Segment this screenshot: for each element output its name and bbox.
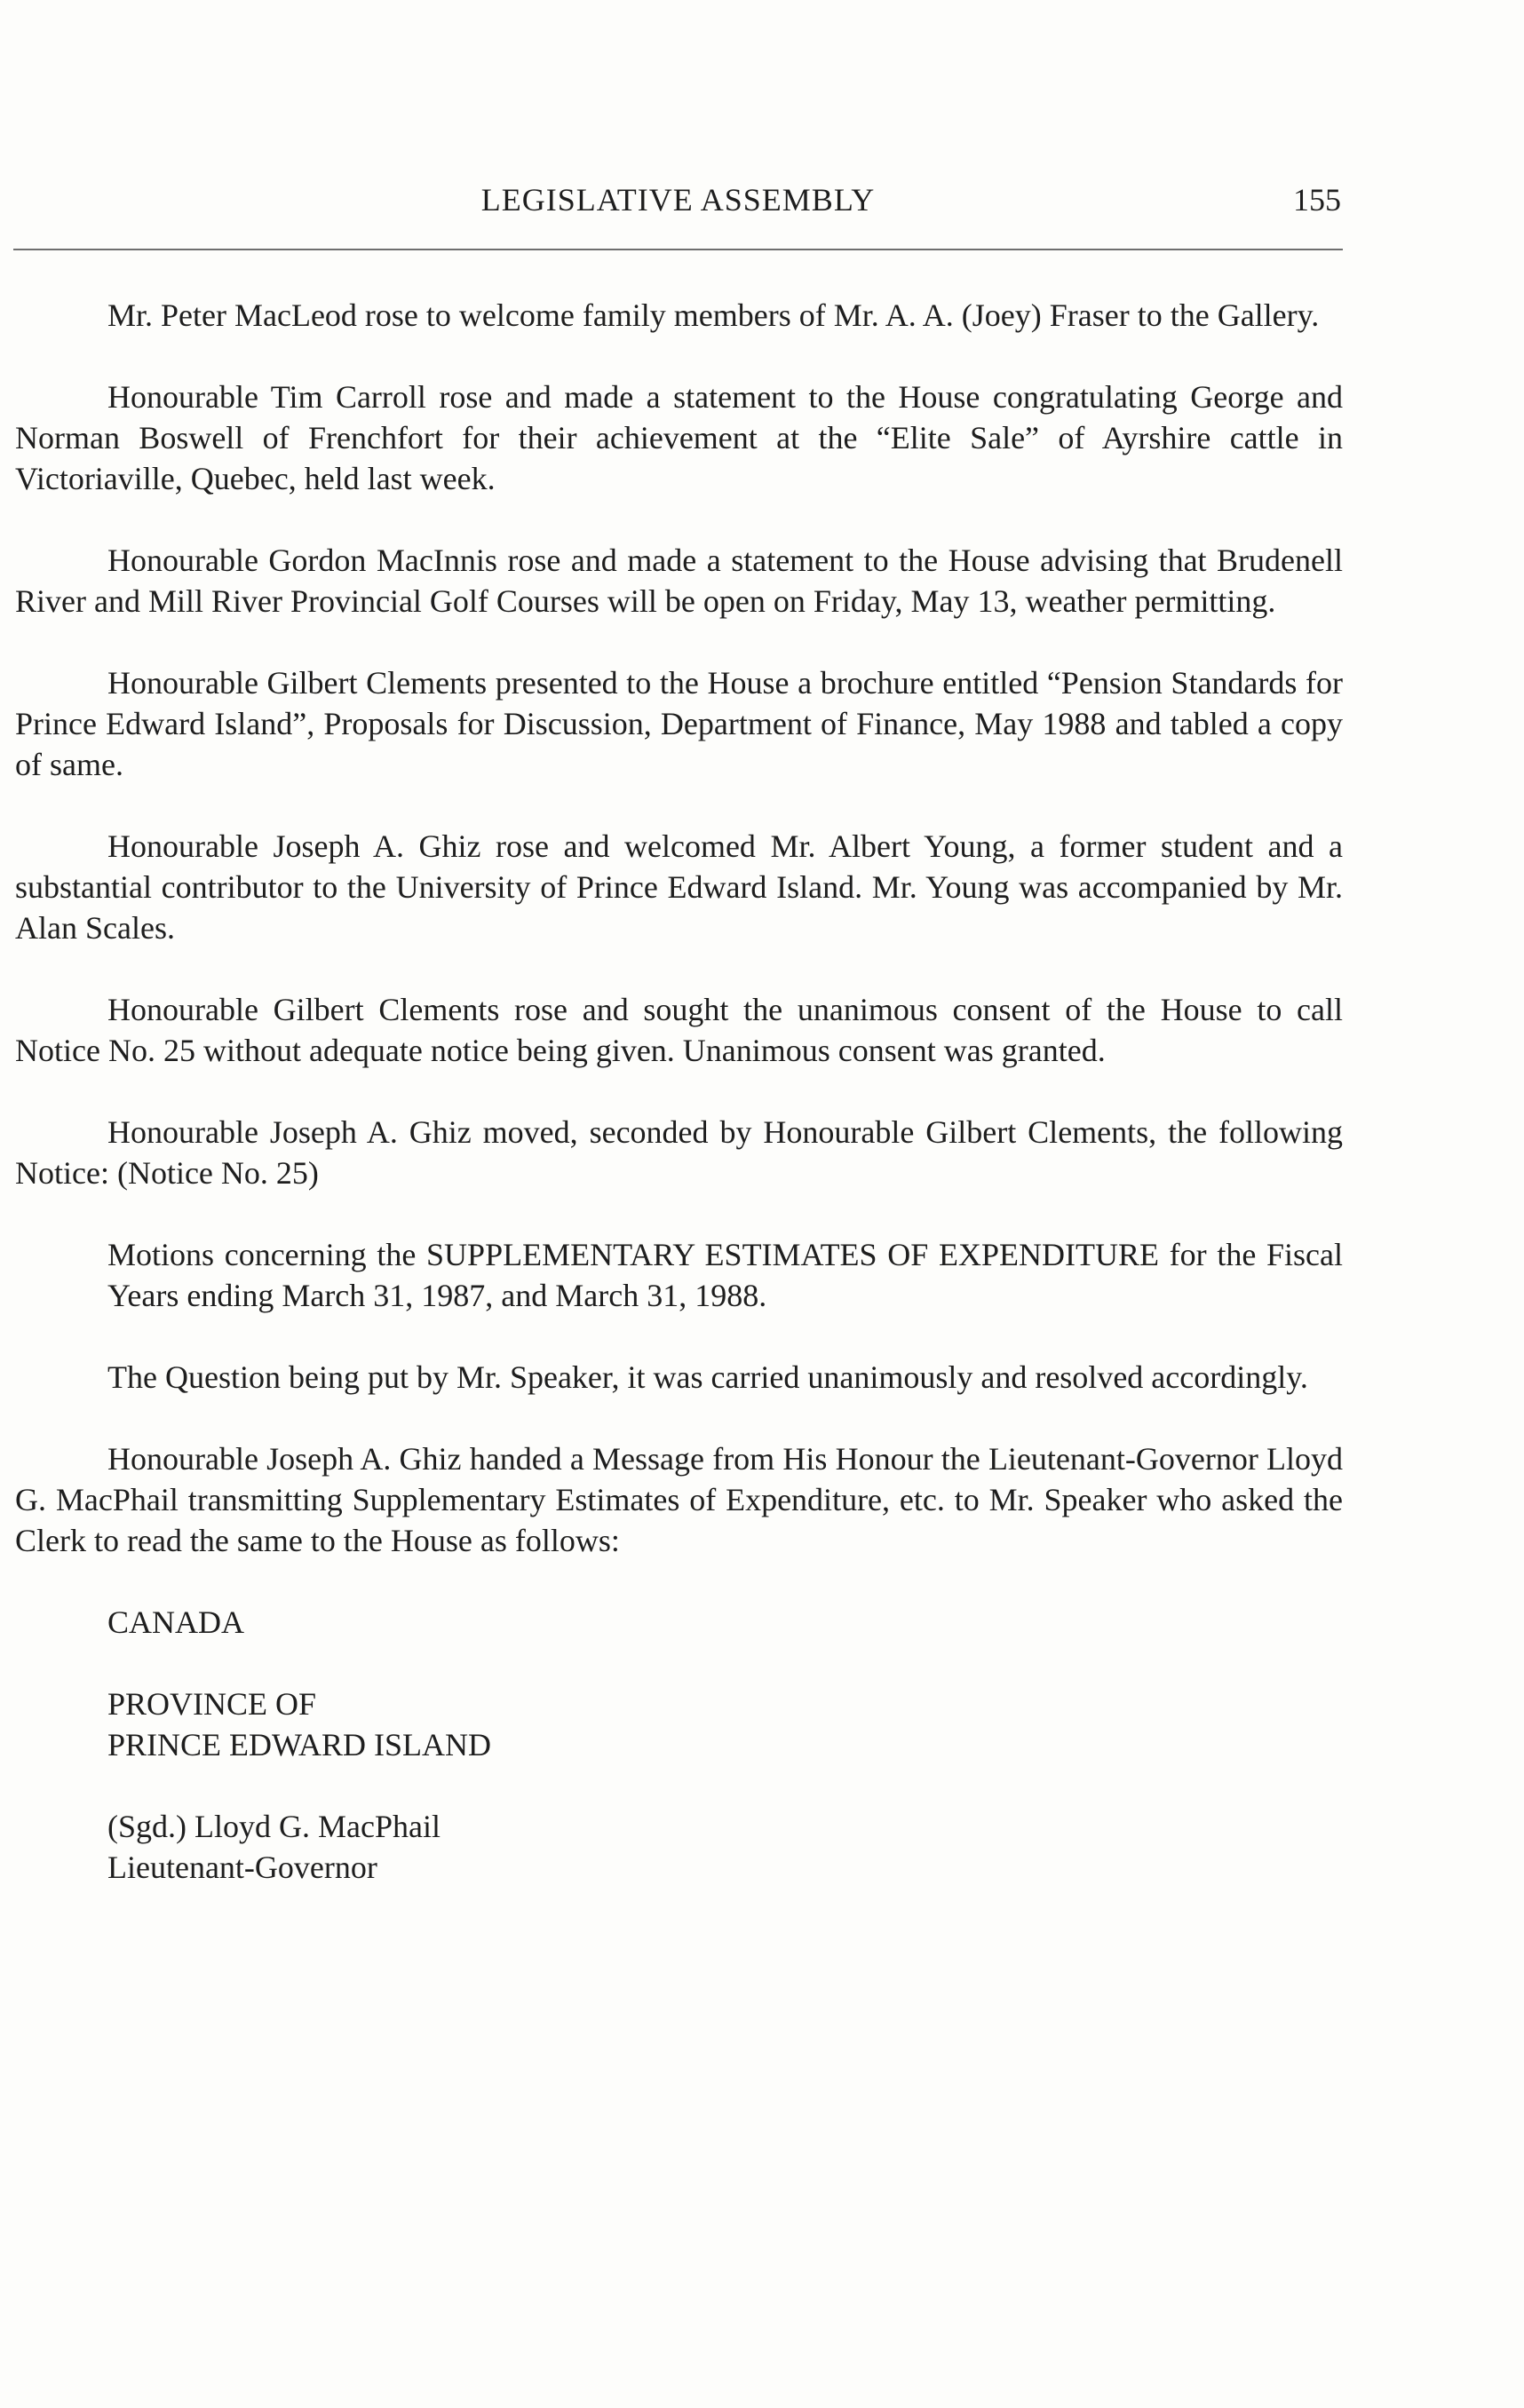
header-title: LEGISLATIVE ASSEMBLY [480,182,876,218]
province-line-2: PRINCE EDWARD ISLAND [107,1727,491,1762]
document-body [15,295,1343,1929]
header-rule [13,249,1343,250]
signatory-title: Lieutenant-Governor [107,1850,377,1885]
message-signature-block [107,1806,1343,1888]
paragraph-message-handed: Honourable Joseph A. Ghiz handed a Message from His Honour the Lieutenant-Governor Lloyd G. MacPhail transmitting Supplementary Estimates of Expenditure, etc. to Mr. Speaker who asked the Clerk to read the same to the House as follows: [15,1441,1343,1558]
paragraph-clements-brochure: Honourable Gilbert Clements presented to the House a brochure entitled “Pension Standards for Prince Edward Island”, Proposals for Discussion, Department of Finance, May 1988 and tabled a copy of same. [15,665,1343,782]
paragraph-welcome-family: Mr. Peter MacLeod rose to welcome family members of Mr. A. A. (Joey) Fraser to the Gallery. [107,297,1320,333]
signature-line: (Sgd.) Lloyd G. MacPhail [107,1809,441,1844]
page-number: 155 [1293,182,1341,218]
motion-text: Motions concerning the SUPPLEMENTARY ESTIMATES OF EXPENDITURE for the Fiscal Years ending March 31, 1987, and March 31, 1988. [107,1237,1343,1313]
province-line-1: PROVINCE OF [107,1686,317,1722]
message-province [107,1683,1343,1765]
country-name: CANADA [107,1604,245,1640]
page-header [15,178,1341,222]
paragraph-question-carried: The Question being put by Mr. Speaker, it was carried unanimously and resolved accordingly. [107,1359,1308,1395]
paragraph-notice-motion: Honourable Joseph A. Ghiz moved, seconded by Honourable Gilbert Clements, the following Notice: (Notice No. 25) [15,1114,1343,1191]
paragraph-macinnis-statement: Honourable Gordon MacInnis rose and made a statement to the House advising that Brudenell River and Mill River Provincial Golf Courses will be open on Friday, May 13, weather permitting. [15,543,1343,619]
message-country [107,1602,1343,1643]
paragraph-ghiz-welcome: Honourable Joseph A. Ghiz rose and welcomed Mr. Albert Young, a former student and a substantial contributor to the University of Prince Edward Island. Mr. Young was accompanied by Mr. Alan Scales. [15,828,1343,946]
paragraph-unanimous-consent: Honourable Gilbert Clements rose and sought the unanimous consent of the House to call Notice No. 25 without adequate notice being given. Unanimous consent was granted. [15,992,1343,1068]
paragraph-carroll-statement: Honourable Tim Carroll rose and made a statement to the House congratulating George and Norman Boswell of Frenchfort for their achievement at the “Elite Sale” of Ayrshire cattle in Victoriaville, Quebec, held last week. [15,379,1343,496]
